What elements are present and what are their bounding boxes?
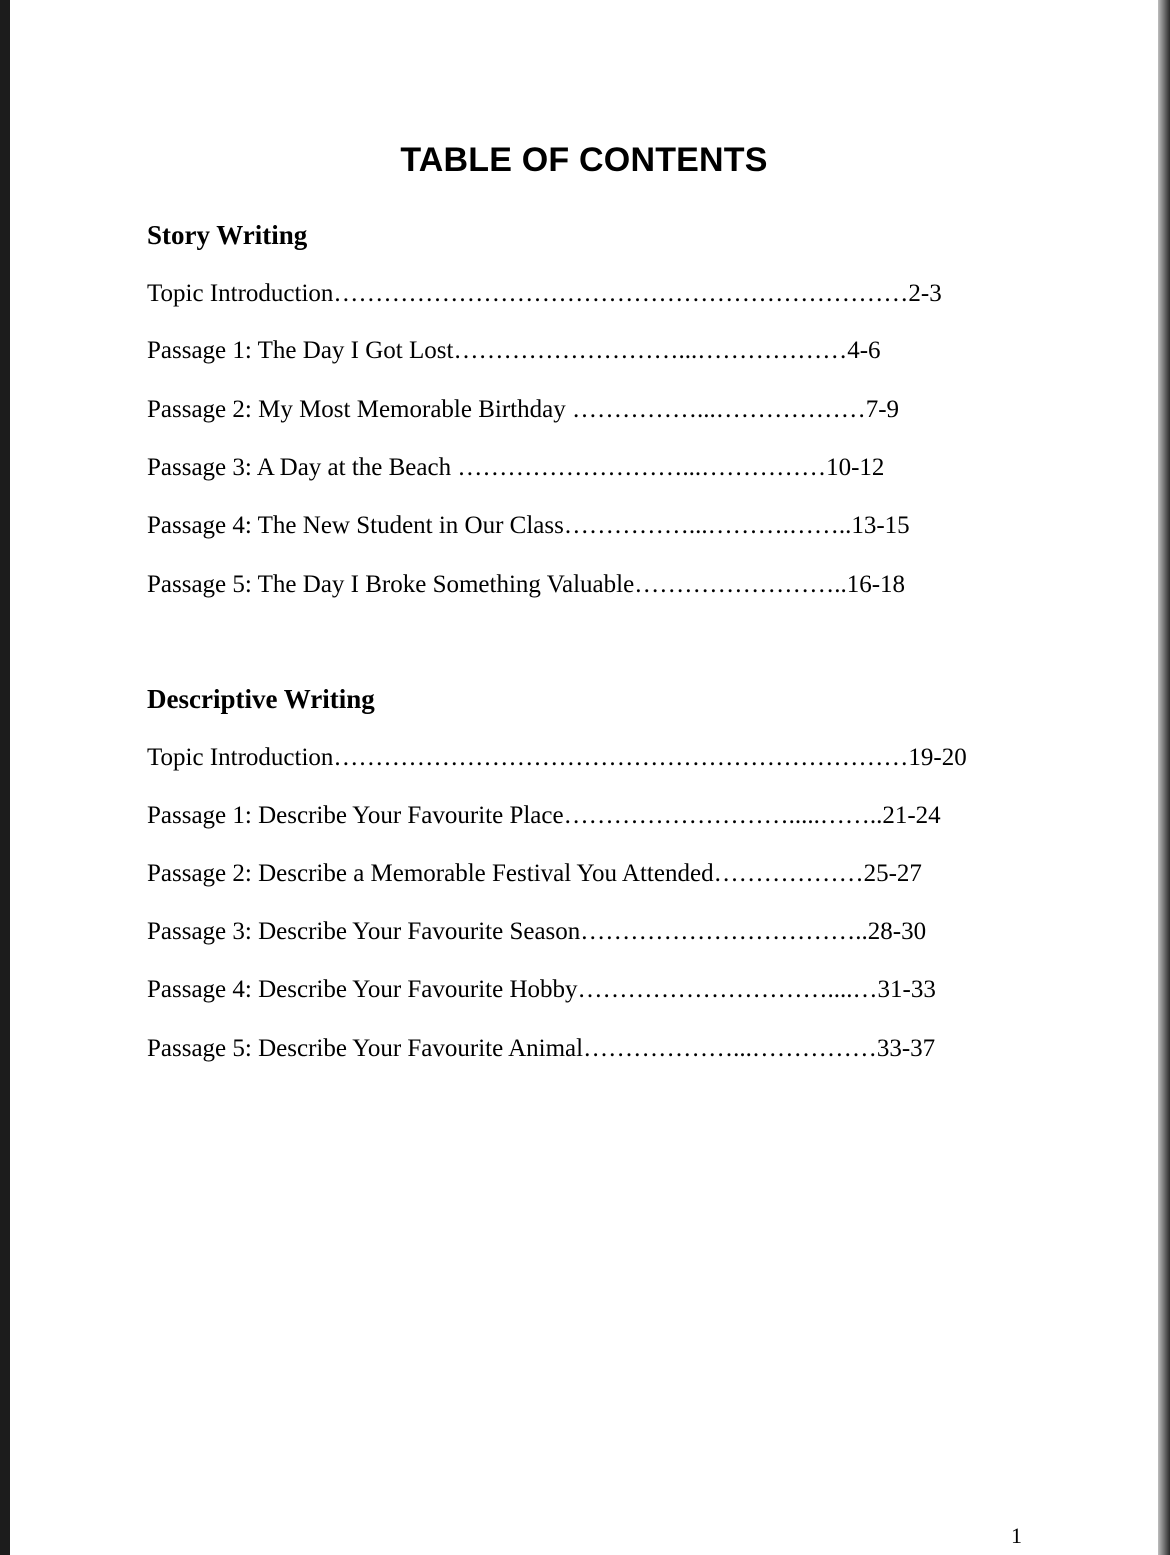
toc-entry-label: Passage 5: The Day I Broke Something Valuable: [147, 571, 635, 598]
toc-entry-label: Passage 4: Describe Your Favourite Hobby: [147, 976, 578, 1003]
toc-entry-label: Topic Introduction: [147, 744, 334, 771]
toc-entry-pages: 25-27: [863, 860, 922, 887]
toc-entry-pages: 21-24: [882, 802, 941, 829]
document-page: [10, 0, 1158, 1555]
toc-entry-pages: 28-30: [867, 918, 927, 945]
toc-entry-label: Passage 2: Describe a Memorable Festival You Attended: [147, 860, 714, 887]
toc-entry: [147, 859, 922, 889]
toc-entry-label: Passage 2: My Most Memorable Birthday: [147, 396, 566, 423]
toc-entry-pages: 19-20: [908, 744, 967, 771]
page-edge-shadow: [1158, 0, 1170, 1555]
toc-entry-leader: ………………...……………: [583, 1035, 877, 1062]
toc-entry-pages: 16-18: [846, 571, 906, 598]
toc-entry-leader: ……………...……….……..: [563, 512, 852, 539]
section-heading-descriptive-writing: Descriptive Writing: [147, 684, 375, 714]
section-heading-story-writing: Story Writing: [147, 220, 308, 250]
toc-entry: [147, 336, 881, 366]
toc-entry: [147, 743, 967, 773]
toc-entry-label: Topic Introduction: [147, 280, 334, 307]
toc-entry: [147, 511, 910, 541]
toc-entry: [147, 917, 926, 947]
toc-entry-leader: …………………………....…: [577, 976, 878, 1003]
toc-entry-leader: ………………: [713, 860, 864, 887]
page-title: TABLE OF CONTENTS: [400, 141, 768, 179]
toc-entry-label: Passage 5: Describe Your Favourite Animal: [147, 1035, 584, 1062]
toc-entry: [147, 570, 905, 600]
toc-entry-label: Passage 3: Describe Your Favourite Season: [147, 918, 581, 945]
toc-entry: [147, 1034, 935, 1064]
toc-entry: [147, 975, 936, 1005]
toc-entry-leader: ……………………………………………………………: [333, 744, 909, 771]
toc-entry-pages: 7-9: [865, 396, 900, 423]
toc-entry: [147, 279, 942, 309]
toc-entry-leader: ……………………..: [634, 571, 847, 598]
toc-entry-pages: 4-6: [847, 337, 881, 364]
toc-entry-pages: 13-15: [851, 512, 910, 539]
toc-entry-leader: ………………………...……………: [451, 454, 827, 481]
toc-entry-leader: ………………………...………………: [453, 337, 848, 364]
toc-entry-label: Passage 3: A Day at the Beach: [147, 454, 452, 481]
toc-entry-leader: ……………………….....……..: [563, 802, 883, 829]
toc-entry-leader: ……………...………………: [565, 396, 866, 423]
toc-entry-label: Passage 1: Describe Your Favourite Place: [147, 802, 564, 829]
toc-entry-pages: 31-33: [877, 976, 936, 1003]
toc-entry: [147, 453, 884, 483]
toc-entry: [147, 801, 941, 831]
toc-entry-leader: ……………………………………………………………: [333, 280, 909, 307]
toc-entry-pages: 10-12: [826, 454, 885, 481]
toc-entry: [147, 395, 899, 425]
toc-entry-label: Passage 1: The Day I Got Lost: [147, 337, 454, 364]
toc-entry-pages: 2-3: [908, 280, 942, 307]
toc-entry-pages: 33-37: [876, 1035, 936, 1062]
toc-entry-label: Passage 4: The New Student in Our Class: [147, 512, 564, 539]
page-number: 1: [1011, 1523, 1022, 1548]
toc-entry-leader: ……………………………..: [580, 918, 868, 945]
